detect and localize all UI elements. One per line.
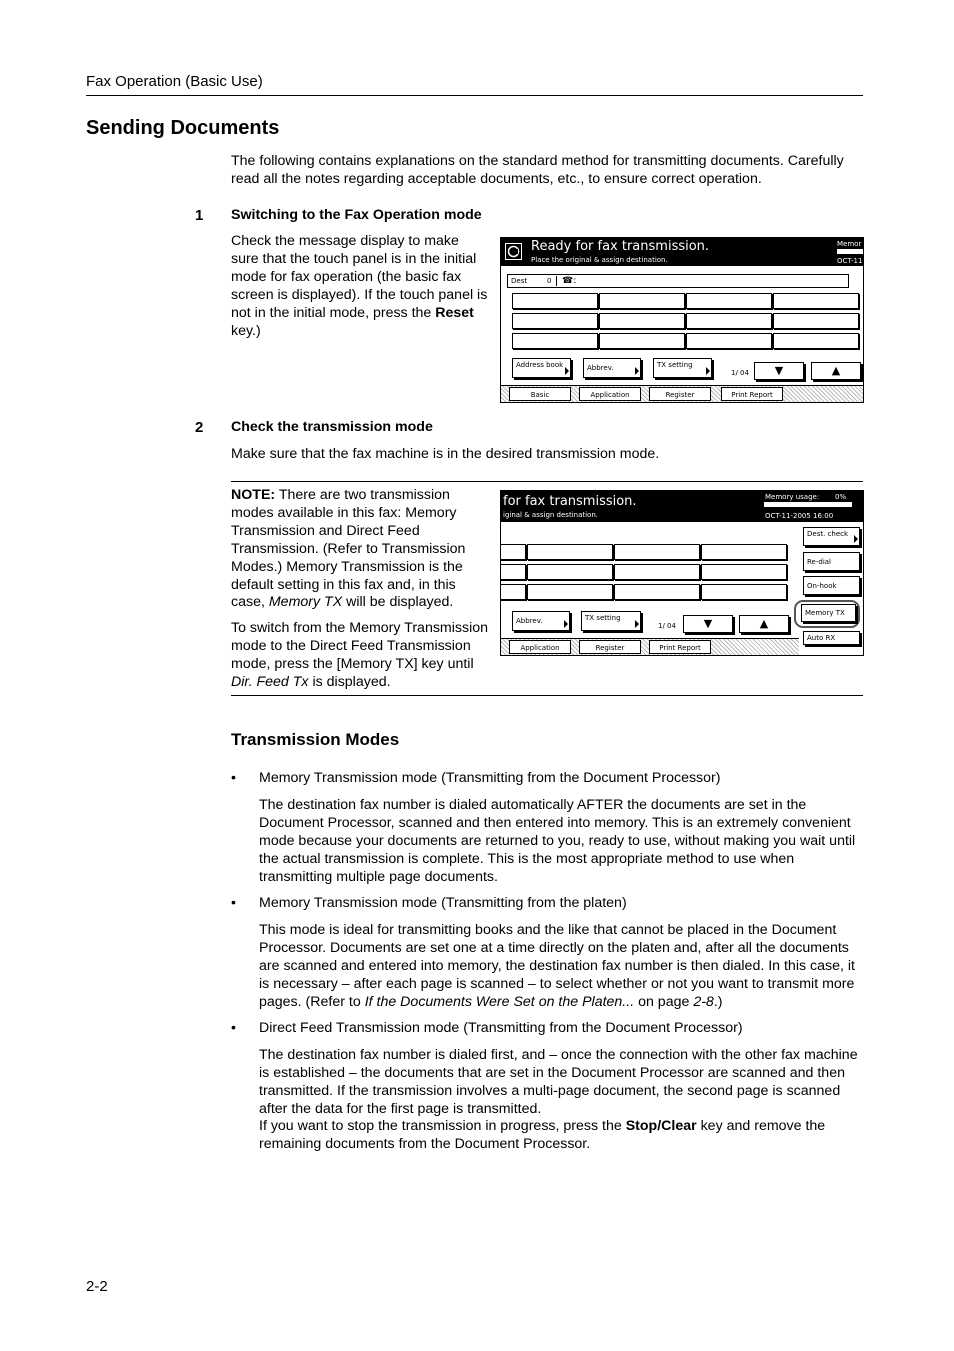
mode-body-3: The destination fax number is dialed first, and – once the connection with the other fax machine is established – the documents that are set in the Document Processor are scanned and then transmitted. If the transmission involves a multi-page document, the second page is scanned after the data for the first page is transmitted. [259, 1047, 858, 1117]
tx-setting-button[interactable]: TX setting [653, 358, 712, 378]
step-1-text: Check the message display to make sure that the touch panel is in the initial mode for fax operation (the basic fax screen is displayed). If the touch panel is not in the initial mode, press the Reset key.) [231, 233, 488, 339]
screen-title: Ready for fax transmission. [531, 239, 710, 254]
dest-bar [507, 274, 849, 288]
on-hook-button[interactable]: On-hook [803, 576, 860, 595]
fax-basic-screen [500, 237, 864, 403]
screen-status-bar [501, 238, 863, 266]
header-divider [86, 95, 863, 96]
auto-rx-button[interactable]: Auto RX [803, 631, 860, 645]
note-paragraph-2: To switch from the Memory Transmission mode to the Direct Feed Transmission mode, press the [Memory TX] key until Dir. Feed Tx is displayed. [231, 620, 489, 690]
memory-usage-meter [764, 502, 852, 507]
phone-icon: ☎: [562, 276, 577, 286]
redial-button[interactable]: Re-dial [803, 552, 860, 571]
arrow-right-icon [854, 535, 858, 543]
page-indicator: 1/ 04 [731, 369, 749, 377]
tab-register[interactable]: Register [649, 387, 711, 401]
arrow-right-icon [635, 367, 639, 375]
step-2-text: Make sure that the fax machine is in the desired transmission mode. [231, 446, 660, 462]
step-heading-1: Switching to the Fax Operation mode [231, 207, 482, 223]
screen-title: for fax transmission. [503, 494, 637, 509]
fax-memory-tx-screen [500, 490, 864, 656]
abbrev-button[interactable]: Abbrev. [583, 358, 641, 378]
tab-basic[interactable]: Basic [509, 387, 571, 401]
screen-status-bar [501, 491, 863, 522]
section-heading: Transmission Modes [231, 730, 400, 749]
abbrev-button[interactable]: Abbrev. [512, 611, 570, 631]
date-label: OCT-11 [837, 257, 863, 265]
running-header: Fax Operation (Basic Use) [86, 73, 263, 90]
dest-cell[interactable] [614, 564, 700, 580]
address-book-button[interactable]: Address book [512, 358, 571, 378]
tab-application[interactable]: Application [579, 387, 641, 401]
bullet: • [231, 770, 236, 786]
fax-icon [505, 243, 522, 260]
dest-cell[interactable] [614, 584, 700, 600]
step-number-2: 2 [195, 419, 204, 436]
dest-cell[interactable] [599, 313, 685, 329]
scroll-down-button[interactable]: ▼ [683, 615, 733, 633]
dest-cell[interactable] [500, 564, 526, 580]
screen-tab-bar [501, 385, 863, 402]
arrow-right-icon [565, 367, 569, 375]
scroll-up-button[interactable]: ▲ [739, 615, 789, 633]
datetime-label: OCT-11-2005 16:00 [765, 512, 834, 520]
mode-title-3: Direct Feed Transmission mode (Transmitting from the Document Processor) [259, 1020, 743, 1036]
dest-cell[interactable] [512, 333, 598, 349]
mode-body-1: The destination fax number is dialed automatically AFTER the documents are set in the Document Processor, scanned and then entered into memory. This is an extremely convenient mode because your documents are returned to you, ready to use, without making you wait until the actual transmission is complete. This is the most appropriate method to use when transmitting multiple page documents. [259, 797, 856, 885]
page-title: Sending Documents [86, 117, 280, 139]
dest-cell[interactable] [701, 584, 787, 600]
dest-cell[interactable] [512, 293, 598, 309]
dest-cell[interactable] [701, 544, 787, 560]
dest-cell[interactable] [773, 293, 859, 309]
dest-cell[interactable] [773, 333, 859, 349]
dest-count: 0 [547, 277, 552, 285]
dest-cell[interactable] [773, 313, 859, 329]
note-paragraph: NOTE: There are two transmission modes available in this fax: Memory Transmission and Direct Feed Transmission. (Refer to Transmission Modes.) Memory Transmission is the default setting in this fax and, in this case, Memory TX will be displayed. [231, 487, 466, 611]
memory-label: Memor [837, 240, 862, 248]
arrow-right-icon [706, 367, 710, 375]
memory-meter [837, 249, 864, 254]
memory-tx-button[interactable]: Memory TX [801, 604, 856, 622]
page-indicator: 1/ 04 [658, 622, 676, 630]
dest-cell[interactable] [599, 293, 685, 309]
step-number-1: 1 [195, 207, 204, 224]
dest-cell[interactable] [500, 584, 526, 600]
tab-print-report[interactable]: Print Report [721, 387, 783, 401]
tab-register[interactable]: Register [579, 640, 641, 654]
dest-cell[interactable] [527, 564, 613, 580]
dest-cell[interactable] [527, 544, 613, 560]
dest-cell[interactable] [527, 584, 613, 600]
dest-cell[interactable] [701, 564, 787, 580]
dest-label: Dest [511, 277, 528, 285]
screen-tab-bar [501, 638, 799, 655]
mode-body-2: This mode is ideal for transmitting books and the like that cannot be placed in the Document Processor. Documents are set one at a time directly on the platen and, after all the documents are scanned and entered into memory, the destination fax number is then dialed. In this case, it is necessary – after each page is scanned – to select whether or not you want to transmit more pages. (Refer to If the Documents Were Set on the Platen... on page 2-8.) [259, 922, 855, 1010]
tx-setting-button[interactable]: TX setting [581, 611, 641, 631]
intro-paragraph: The following contains explanations on the standard method for transmitting documents. Carefully read all the notes regarding acceptable documents, etc., to ensure correct operation. [231, 153, 844, 187]
note-top-rule [231, 481, 863, 482]
scroll-up-button[interactable]: ▲ [811, 362, 861, 380]
mode-body-3b: If you want to stop the transmission in progress, press the Stop/Clear key and remove the remaining documents from the Document Processor. [259, 1118, 826, 1152]
bullet: • [231, 1020, 236, 1036]
mode-title-2: Memory Transmission mode (Transmitting from the platen) [259, 895, 627, 911]
dest-cell[interactable] [599, 333, 685, 349]
bullet: • [231, 895, 236, 911]
mode-title-1: Memory Transmission mode (Transmitting from the Document Processor) [259, 770, 721, 786]
dest-cell[interactable] [686, 293, 772, 309]
screen-subtitle: iginal & assign destination. [503, 511, 598, 519]
dest-cell[interactable] [614, 544, 700, 560]
dest-cell[interactable] [686, 313, 772, 329]
memory-usage-value: 0% [835, 493, 847, 501]
dest-cell[interactable] [686, 333, 772, 349]
tab-print-report[interactable]: Print Report [649, 640, 711, 654]
note-bottom-rule [231, 695, 863, 696]
step-heading-2: Check the transmission mode [231, 419, 433, 435]
scroll-down-button[interactable]: ▼ [754, 362, 804, 380]
memory-usage-label: Memory usage: [765, 493, 820, 501]
arrow-right-icon [635, 620, 639, 628]
tab-application[interactable]: Application [509, 640, 571, 654]
dest-check-button[interactable]: Dest. check [803, 527, 860, 546]
page-number: 2-2 [86, 1278, 108, 1295]
arrow-right-icon [564, 620, 568, 628]
dest-cell[interactable] [500, 544, 526, 560]
screen-subtitle: Place the original & assign destination. [531, 256, 668, 264]
dest-cell[interactable] [512, 313, 598, 329]
